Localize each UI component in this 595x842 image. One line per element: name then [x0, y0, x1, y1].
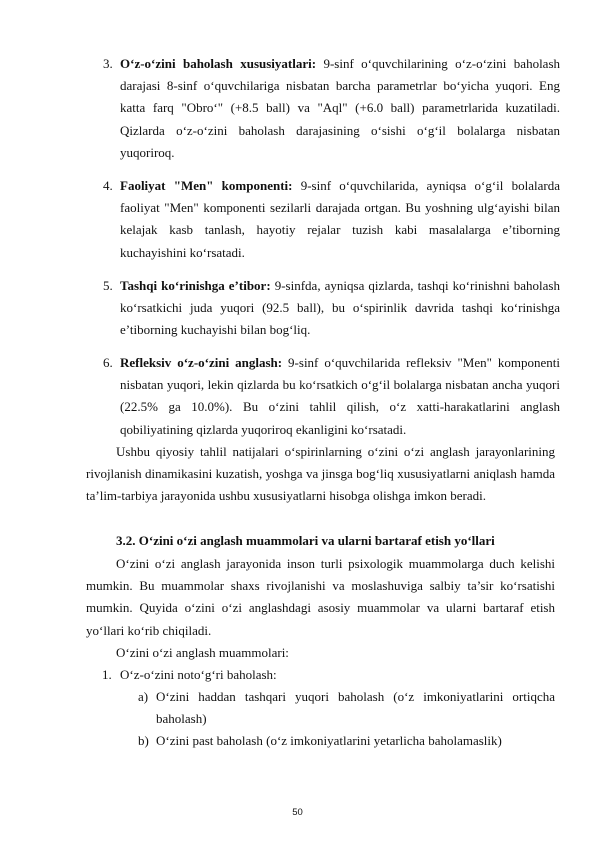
intro-paragraph: O‘zini o‘zi anglash jarayonida inson turli psixologik muammolarga duch kelishi mumkin. Bu muammolar shaxs rivojlanishi va moslashuviga salbiy ta’sir ko‘rsatishi mumkin. Quyida o‘zini o‘zi anglashdagi asosiy muammolar va ularni bartaraf etish yo‘llari ko‘rib chiqiladi.	[86, 556, 555, 638]
page-number: 50	[292, 807, 303, 818]
list-item-lead: Refleksiv o‘z-o‘zini anglash:	[120, 355, 283, 370]
list-item-activity-self	[120, 175, 560, 264]
list-item-lead: Faoliyat "Men" komponenti:	[120, 178, 293, 193]
list-number: 3.	[103, 56, 113, 71]
list-number: 6.	[103, 355, 113, 370]
sub-item-underestimation: O‘zini past baholash (o‘z imkoniyatlarini yetarlicha baholamaslik)	[156, 733, 502, 748]
list-item-text: 9-sinfda, ayniqsa qizlarda, tashqi ko‘rinishni baholash ko‘rsatkichi juda yuqori (92.5 ball), bu o‘spirinlik davrida tashqi ko‘rinishga e’tiborning kuchayishi bilan bog‘liq.	[120, 278, 560, 338]
list-item-self-assessment	[120, 53, 560, 164]
problem-title: O‘z-o‘zini noto‘g‘ri baholash:	[120, 667, 277, 682]
list-item-text: 9-sinf o‘quvchilarining o‘z-o‘zini baholash darajasi 8-sinf o‘quvchilariga nisbatan barcha parametrlar bo‘yicha yuqori. Eng katta farq "Obro‘" (+8.5 ball) va "Aql" (+6.0 ball) parametrlarida kuzatiladi. Qizlarda o‘z-o‘zini baholash darajasining o‘sishi o‘g‘il bolalarga nisbatan yuqoriroq.	[120, 56, 561, 160]
list-number: 5.	[103, 278, 113, 293]
sub-item-letter: a)	[138, 689, 149, 704]
list-item-text: 9-sinf o‘quvchilarida refleksiv "Men" komponenti nisbatan yuqori, lekin qizlarda bu ko‘rsatkich o‘g‘il bolalarga nisbatan ancha yuqori (22.5% ga 10.0%). Bu o‘zini tahlil qilish, o‘z xatti-harakatlarini anglash qobiliyatining qizlarda yuqoriroq ekanligini ko‘rsatadi.	[120, 355, 560, 437]
list-item-lead: O‘z-o‘zini baholash xususiyatlari:	[120, 56, 317, 71]
section-heading: 3.2. O‘zini o‘zi anglash muammolari va ularni bartaraf etish yo‘llari	[116, 533, 495, 548]
sub-item-letter: b)	[138, 733, 149, 748]
list-number: 1.	[102, 667, 112, 682]
problems-label: O‘zini o‘zi anglash muammolari:	[116, 645, 289, 660]
list-item-text: 9-sinf o‘quvchilarida, ayniqsa o‘g‘il bolalarda faoliyat "Men" komponenti sezilarli darajada ortgan. Bu yoshning ulg‘ayishi bilan kelajak kasb tanlash, hayotiy rejalar tuzish kabi masalalarga e’tiborning kuchayishini ko‘rsatadi.	[120, 178, 560, 260]
sub-item-overestimation: O‘zini haddan tashqari yuqori baholash (o‘z imkoniyatlarini ortiqcha baholash)	[156, 689, 555, 727]
list-item-appearance	[120, 275, 560, 342]
list-number: 4.	[103, 178, 113, 193]
list-item-lead: Tashqi ko‘rinishga e’tibor:	[120, 278, 271, 293]
list-item-reflexive	[120, 352, 560, 441]
conclusion-paragraph: Ushbu qiyosiy tahlil natijalari o‘spirinlarning o‘zini o‘zi anglash jarayonlarining rivojlanish dinamikasini kuzatish, yoshga va jinsga bog‘liq xususiyatlarni aniqlash hamda ta’lim-tarbiya jarayonida ushbu xususiyatlarni hisobga olishga imkon beradi.	[86, 444, 555, 504]
